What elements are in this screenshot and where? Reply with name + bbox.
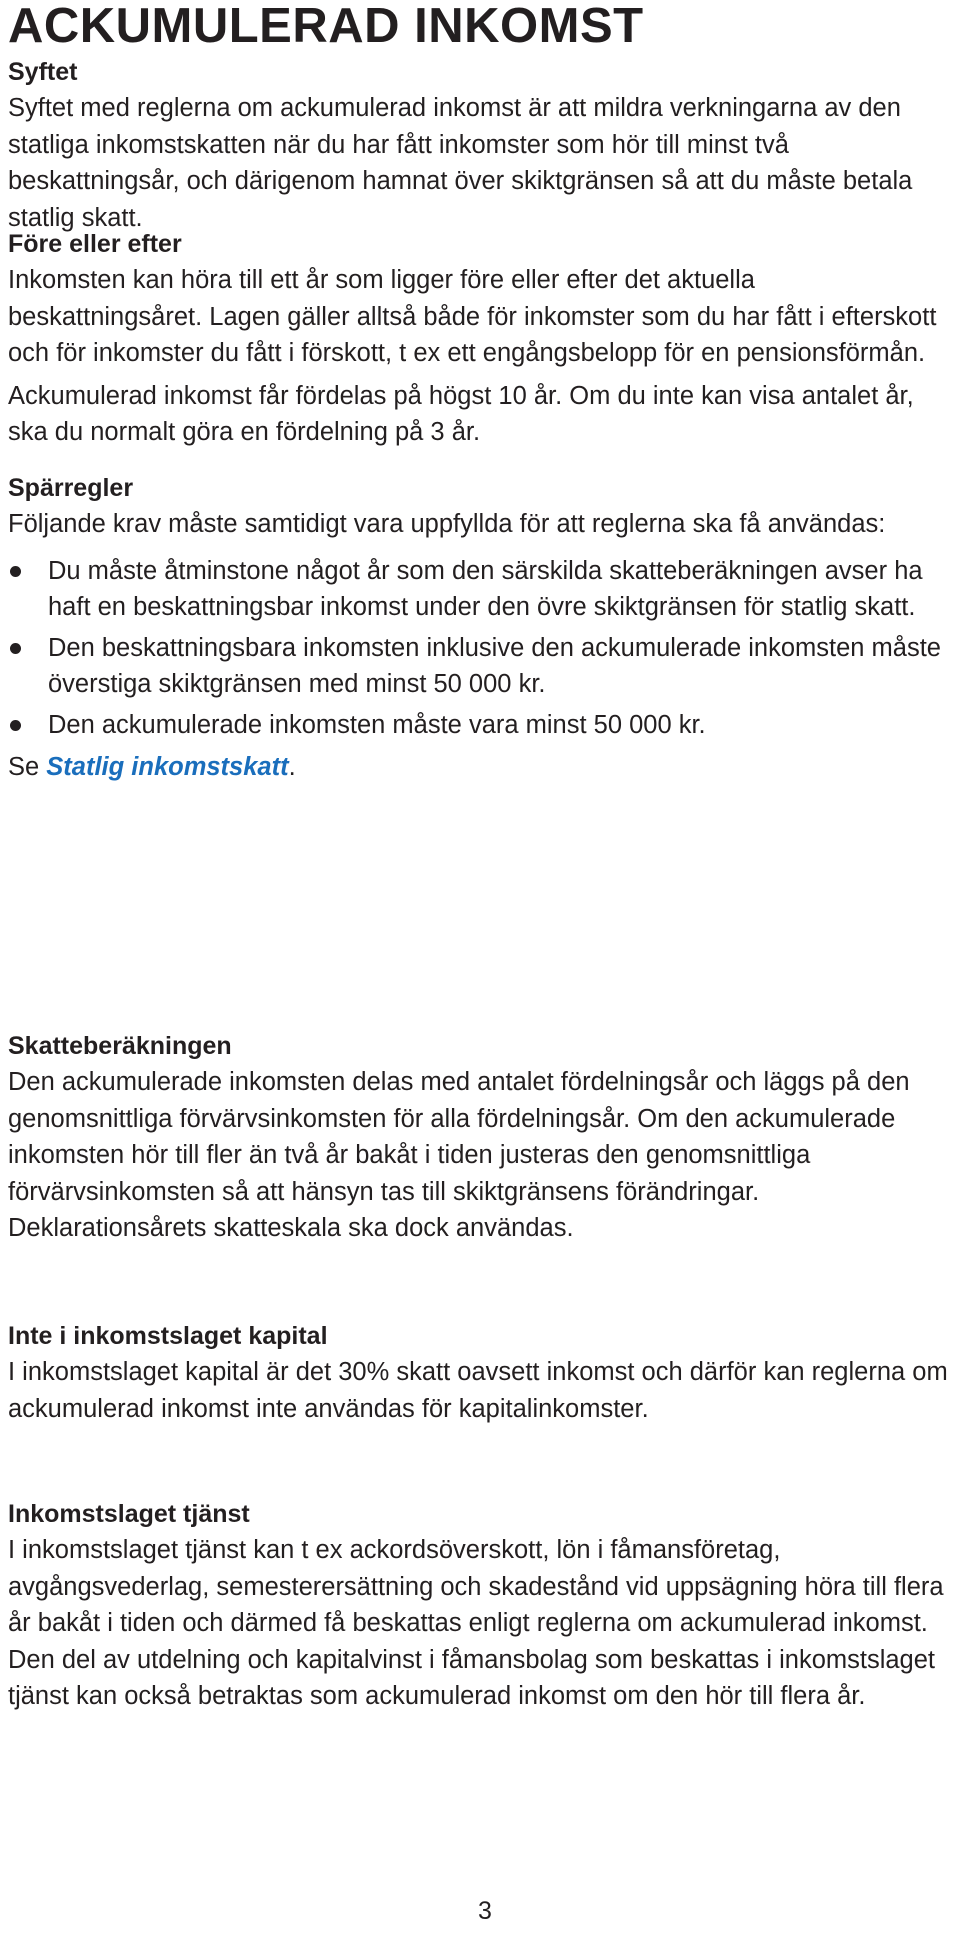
section-heading: Före eller efter	[8, 230, 182, 258]
section-heading: Spärregler	[8, 474, 134, 502]
list-item: Den ackumulerade inkomsten måste vara minst 50 000 kr.	[8, 707, 953, 744]
section-heading: Skatteberäkningen	[8, 1032, 232, 1060]
section-paragraph: Följande krav måste samtidigt vara uppfyllda för att reglerna ska få användas:	[8, 510, 886, 538]
see-reference	[8, 749, 953, 786]
section-heading: Inte i inkomstslaget kapital	[8, 1322, 328, 1350]
section-paragraph: I inkomstslaget kapital är det 30% skatt oavsett inkomst och därför kan reglerna om ackumulerad inkomst inte användas för kapitalinkomster.	[8, 1358, 948, 1423]
section-heading: Syftet	[8, 58, 78, 86]
section-paragraph: I inkomstslaget tjänst kan t ex ackordsöverskott, lön i fåmansföretag, avgångsvederlag, semesterersättning och skadestånd vid uppsägning höra till flera år bakåt i tiden och därmed få beskattas enligt reglerna om ackumulerad inkomst. Den del av utdelning och kapitalvinst i fåmansbolag som beskattas i inkomstslaget tjänst kan också betraktas som ackumulerad inkomst om den hör till flera år.	[8, 1536, 944, 1710]
section-syftet	[8, 54, 953, 236]
list-item: Du måste åtminstone något år som den särskilda skatteberäkningen avser ha haft en beskattningsbar inkomst under den övre skiktgränsen för statlig skatt.	[8, 553, 953, 626]
section-skatteberakningen	[8, 1028, 953, 1247]
section-inkomstslaget-tjanst	[8, 1496, 953, 1715]
page-title: ACKUMULERAD INKOMST	[8, 0, 644, 53]
section-inte-i-inkomstslaget-kapital	[8, 1318, 953, 1427]
page-number: 3	[478, 1897, 492, 1925]
section-paragraph: Den ackumulerade inkomsten delas med antalet fördelningsår och läggs på den genomsnittliga förvärvsinkomsten för alla fördelningsår. Om den ackumulerade inkomsten hör till fler än två år bakåt i tiden justeras den genomsnittliga förvärvsinkomsten så att hänsyn tas till skiktgränsens förändringar. Deklarationsårets skatteskala ska dock användas.	[8, 1068, 910, 1242]
section-paragraph: Inkomsten kan höra till ett år som ligger före eller efter det aktuella beskattningsåret. Lagen gäller alltså både för inkomster som du har fått i efterskott och för inkomster du fått i förskott, t ex ett engångsbelopp för en pensionsförmån.	[8, 266, 937, 367]
section-paragraph: Syftet med reglerna om ackumulerad inkomst är att mildra verkningarna av den statliga inkomstskatten när du har fått inkomster som hör till minst två beskattningsår, och därigenom hamnat över skiktgränsen så att du måste betala statlig skatt.	[8, 94, 913, 232]
see-suffix: .	[288, 753, 296, 781]
statlig-inkomstskatt-link[interactable]: Statlig inkomstskatt	[46, 753, 289, 781]
see-prefix: Se	[8, 753, 47, 781]
list-item: Den beskattningsbara inkomsten inklusive den ackumulerade inkomsten måste överstiga skiktgränsen med minst 50 000 kr.	[8, 630, 953, 703]
section-fore-eller-efter	[8, 226, 953, 451]
requirements-list	[8, 553, 953, 744]
section-paragraph: Ackumulerad inkomst får fördelas på högst 10 år. Om du inte kan visa antalet år, ska du normalt göra en fördelning på 3 år.	[8, 381, 914, 446]
section-sparregler	[8, 470, 953, 786]
section-heading: Inkomstslaget tjänst	[8, 1500, 250, 1528]
